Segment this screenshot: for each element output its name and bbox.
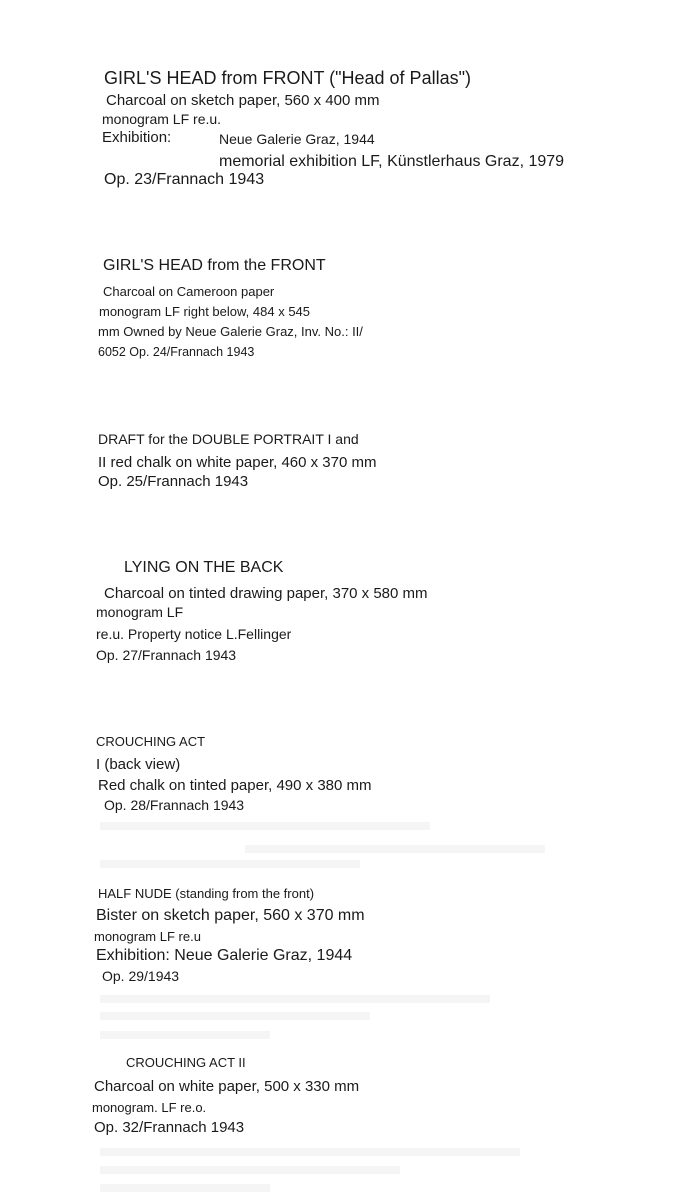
entry-4-monogram: monogram LF xyxy=(96,604,184,620)
entry-6-exhibition: Exhibition: Neue Galerie Graz, 1944 xyxy=(96,947,353,964)
entry-2-title: GIRL'S HEAD from the FRONT xyxy=(103,257,326,274)
entry-2-opus: 6052 Op. 24/Frannach 1943 xyxy=(98,345,255,359)
bleed-through-mark xyxy=(100,822,430,830)
entry-1-medium: Charcoal on sketch paper, 560 x 400 mm xyxy=(106,92,380,109)
bleed-through-mark xyxy=(245,845,545,853)
bleed-through-mark xyxy=(100,1166,400,1174)
bleed-through-mark xyxy=(100,1184,270,1192)
entry-1-exhibition-label: Exhibition: xyxy=(102,129,172,146)
entry-6-opus: Op. 29/1943 xyxy=(102,968,180,984)
bleed-through-mark xyxy=(100,1012,370,1020)
entry-4-title: LYING ON THE BACK xyxy=(124,559,284,576)
entry-7-opus: Op. 32/Frannach 1943 xyxy=(94,1119,245,1136)
entry-3-title: DRAFT for the DOUBLE PORTRAIT I and xyxy=(98,431,359,447)
entry-2-ownership: mm Owned by Neue Galerie Graz, Inv. No.: II/ xyxy=(98,324,363,339)
entry-7-medium: Charcoal on white paper, 500 x 330 mm xyxy=(94,1078,360,1095)
entry-5-opus: Op. 28/Frannach 1943 xyxy=(104,797,245,813)
entry-2-medium: Charcoal on Cameroon paper xyxy=(103,284,275,299)
entry-3-opus: Op. 25/Frannach 1943 xyxy=(98,473,249,490)
entry-5-title: CROUCHING ACT xyxy=(96,734,206,749)
entry-1-exhibition-2: memorial exhibition LF, Künstlerhaus Graz, 1979 xyxy=(219,153,565,170)
entry-4-opus: Op. 27/Frannach 1943 xyxy=(96,647,237,663)
entry-6-title: HALF NUDE (standing from the front) xyxy=(98,886,315,901)
entry-2-monogram: monogram LF right below, 484 x 545 xyxy=(99,304,311,319)
bleed-through-mark xyxy=(100,860,360,868)
entry-4-property-notice: re.u. Property notice L.Fellinger xyxy=(96,626,292,642)
entry-6-medium: Bister on sketch paper, 560 x 370 mm xyxy=(96,907,365,924)
entry-6-monogram: monogram LF re.u xyxy=(94,929,201,944)
bleed-through-mark xyxy=(100,995,490,1003)
entry-1-opus: Op. 23/Frannach 1943 xyxy=(104,171,265,188)
bleed-through-mark xyxy=(100,1148,520,1156)
entry-4-medium: Charcoal on tinted drawing paper, 370 x 580 mm xyxy=(104,585,428,602)
entry-1-title: GIRL'S HEAD from FRONT ("Head of Pallas") xyxy=(104,68,471,88)
entry-1-monogram: monogram LF re.u. xyxy=(102,111,222,127)
entry-5-medium: Red chalk on tinted paper, 490 x 380 mm xyxy=(98,777,372,794)
entry-7-monogram: monogram. LF re.o. xyxy=(92,1100,207,1115)
entry-1-exhibition-1: Neue Galerie Graz, 1944 xyxy=(219,131,375,147)
entry-3-medium: II red chalk on white paper, 460 x 370 mm xyxy=(98,454,377,471)
bleed-through-mark xyxy=(100,1031,270,1039)
entry-5-view: I (back view) xyxy=(96,756,181,773)
entry-7-title: CROUCHING ACT II xyxy=(126,1055,246,1070)
